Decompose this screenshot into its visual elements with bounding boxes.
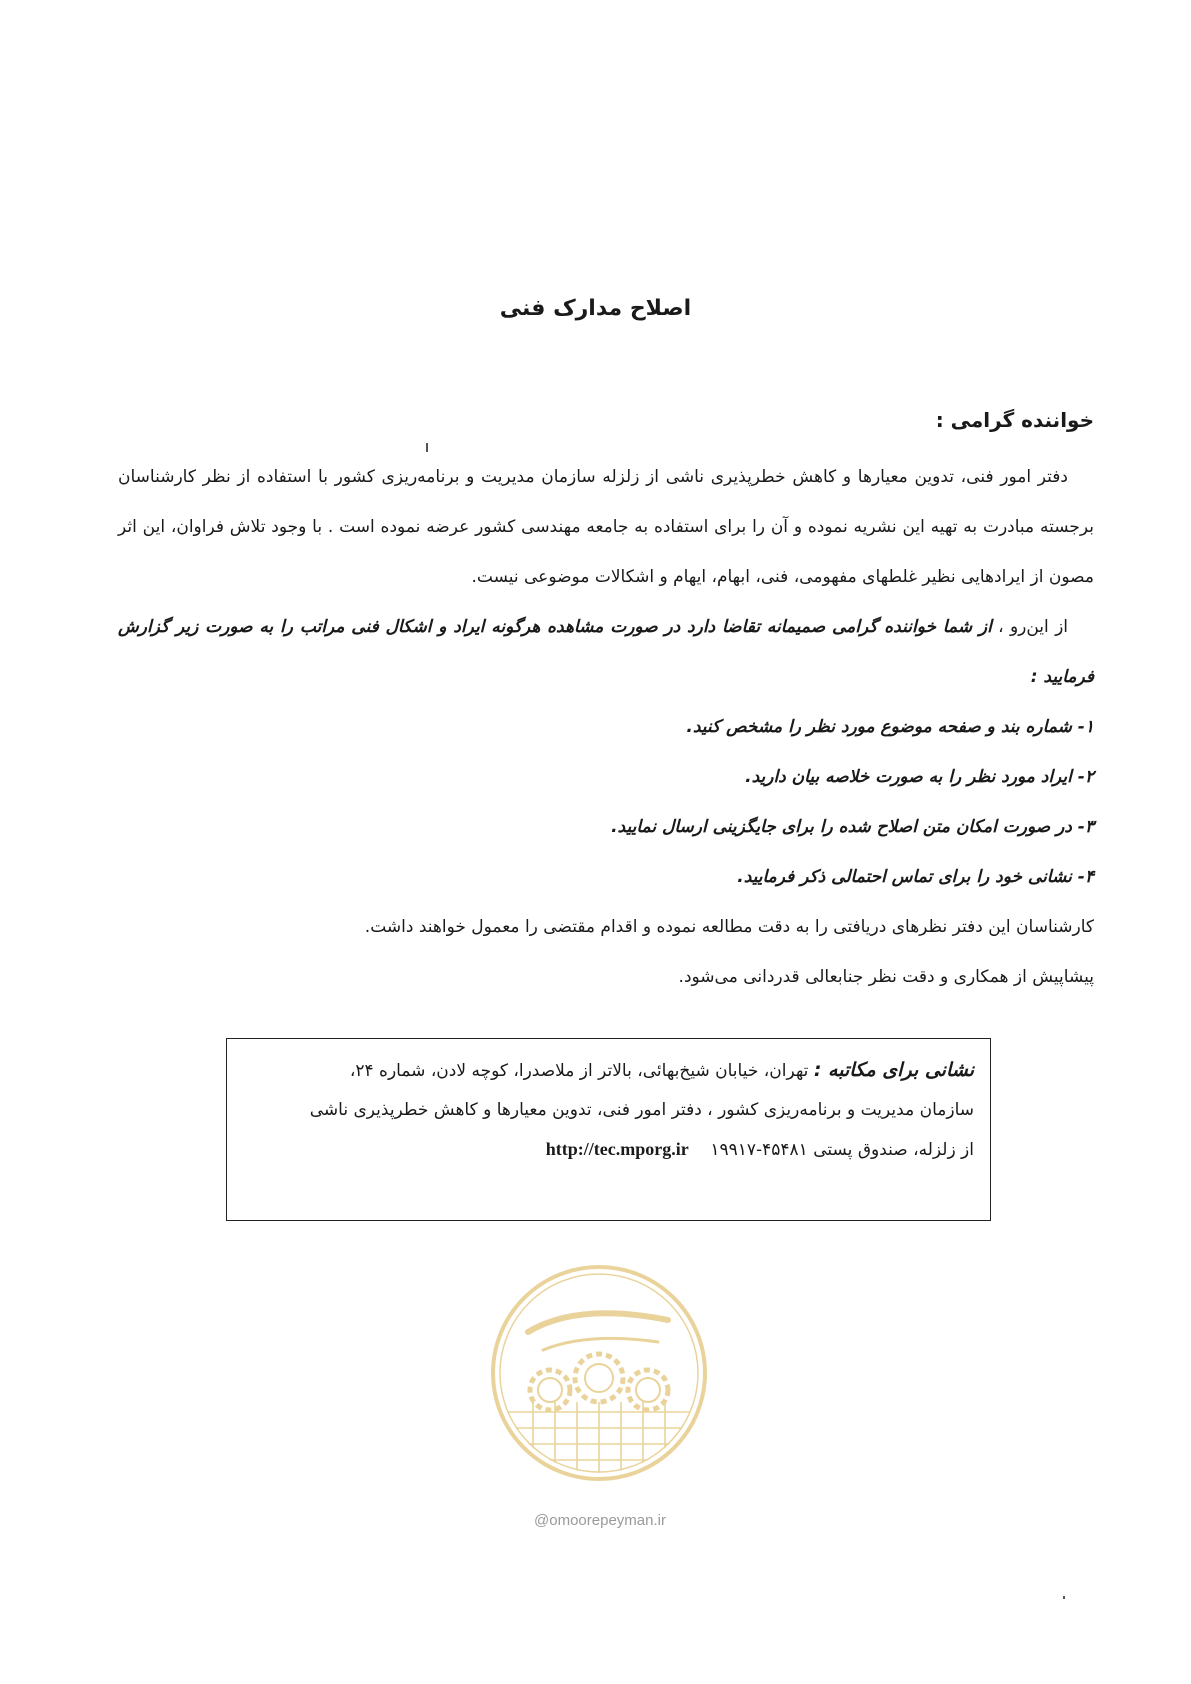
thanks-paragraph: پیشاپیش از همکاری و دقت نظر جنابعالی قدردانی می‌شود. [678, 967, 1094, 987]
scan-speck [426, 443, 428, 452]
watermark-url: @omoorepeyman.ir [534, 1512, 666, 1529]
address-line-1 [243, 1051, 974, 1091]
website-link[interactable]: http://tec.mporg.ir [545, 1139, 689, 1159]
address-box [226, 1038, 991, 1221]
step-item: ۳- در صورت امکان متن اصلاح شده را برای جایگزینی ارسال نمایید. [611, 817, 1094, 837]
address-text-3: از زلزله، صندوق پستی ۴۵۴۸۱-۱۹۹۱۷ [710, 1140, 974, 1160]
step-item: ۲- ایراد مورد نظر را به صورت خلاصه بیان دارید. [745, 767, 1094, 787]
request-text: از شما خواننده گرامی صمیمانه تقاضا دارد در صورت مشاهده هرگونه ایراد و اشکال فنی مراتب را به صورت زیر گزارش فرمایید : [118, 617, 1094, 687]
salutation: خواننده گرامی : [935, 408, 1094, 432]
address-line-3 [243, 1130, 974, 1170]
address-text-1: تهران، خیابان شیخ‌بهائی، بالاتر از ملاصدرا، کوچه لادن، شماره ۲۴، [349, 1061, 809, 1081]
scan-speck [1063, 1596, 1065, 1599]
page-title: اصلاح مدارک فنی [499, 296, 692, 321]
experts-paragraph: کارشناسان این دفتر نظرهای دریافتی را به دقت مطالعه نموده و اقدام مقتضی را معمول خواهند داشت. [364, 917, 1094, 937]
address-label: نشانی برای مکاتبه : [813, 1059, 974, 1081]
step-item: ۴- نشانی خود را برای تماس احتمالی ذکر فرمایید. [737, 867, 1094, 887]
step-item: ۱- شماره بند و صفحه موضوع مورد نظر را مشخص کنید. [686, 717, 1094, 737]
seal-watermark-icon [488, 1262, 710, 1484]
intro-paragraph: دفتر امور فنی، تدوین معیارها و کاهش خطرپذیری ناشی از زلزله سازمان مدیریت و برنامه‌ریزی کشور با استفاده از نظر کارشناسان برجسته مبادرت به تهیه این نشریه نموده و آن را برای استفاده به جامعه مهندسی کشور عرضه نموده است . با وجود تلاش فراوان، این اثر مصون از ایرادهایی نظیر غلطهای مفهومی، فنی، ابهام، ایهام و اشکالات موضوعی نیست. [118, 467, 1094, 587]
request-lead: از این‌رو ، [998, 617, 1068, 637]
address-line-2: سازمان مدیریت و برنامه‌ریزی کشور ، دفتر امور فنی، تدوین معیارها و کاهش خطرپذیری ناشی [309, 1100, 974, 1120]
body-text [118, 452, 1094, 1002]
steps-list [118, 702, 1094, 902]
request-paragraph [118, 602, 1094, 702]
